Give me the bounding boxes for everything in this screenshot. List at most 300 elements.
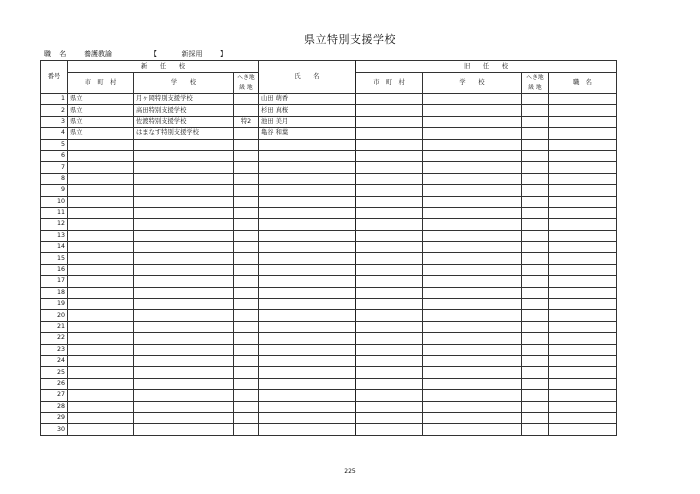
row-school (134, 310, 234, 321)
row-old-title (549, 412, 617, 423)
header-shokumei: 職 名 (549, 73, 617, 94)
row-old-hekichi (522, 207, 549, 218)
roster-body (41, 94, 617, 436)
row-name: 山田 萌香 (259, 94, 356, 105)
row-number: 11 (41, 207, 68, 218)
row-school (134, 173, 234, 184)
row-old-city (356, 139, 423, 150)
row-number: 8 (41, 173, 68, 184)
row-city (68, 378, 134, 389)
row-old-hekichi (522, 287, 549, 298)
row-old-school (423, 310, 522, 321)
row-old-title (549, 150, 617, 161)
row-old-title (549, 196, 617, 207)
row-name: 池田 美月 (259, 116, 356, 127)
row-hekichi (234, 94, 259, 105)
row-old-city (356, 185, 423, 196)
row-old-hekichi (522, 230, 549, 241)
row-hekichi (234, 185, 259, 196)
row-number: 19 (41, 299, 68, 310)
row-city (68, 196, 134, 207)
row-old-hekichi (522, 196, 549, 207)
row-number: 3 (41, 116, 68, 127)
row-number: 21 (41, 321, 68, 332)
row-school (134, 367, 234, 378)
row-hekichi: 特2 (234, 116, 259, 127)
row-hekichi (234, 207, 259, 218)
row-number: 14 (41, 242, 68, 253)
row-name (259, 196, 356, 207)
row-old-title (549, 287, 617, 298)
row-hekichi (234, 196, 259, 207)
row-hekichi (234, 139, 259, 150)
row-hekichi (234, 105, 259, 116)
row-school (134, 139, 234, 150)
row-old-school (423, 333, 522, 344)
row-number: 18 (41, 287, 68, 298)
table-row (41, 355, 617, 366)
row-hekichi (234, 412, 259, 423)
table-row (41, 367, 617, 378)
row-city: 県立 (68, 128, 134, 139)
row-school (134, 162, 234, 173)
row-hekichi (234, 253, 259, 264)
row-number: 12 (41, 219, 68, 230)
row-old-city (356, 367, 423, 378)
table-row (41, 390, 617, 401)
row-old-hekichi (522, 310, 549, 321)
table-row (41, 344, 617, 355)
row-school (134, 253, 234, 264)
row-number: 16 (41, 264, 68, 275)
row-old-city (356, 162, 423, 173)
row-school (134, 185, 234, 196)
table-row (41, 321, 617, 332)
row-city (68, 207, 134, 218)
row-number: 25 (41, 367, 68, 378)
shokumei-label: 職 名 (44, 50, 70, 58)
row-old-city (356, 401, 423, 412)
kubun-value: 新採用 (181, 50, 203, 58)
row-city (68, 276, 134, 287)
header-shimei: 氏 名 (259, 61, 356, 94)
row-number: 5 (41, 139, 68, 150)
row-old-school (423, 401, 522, 412)
table-row (41, 333, 617, 344)
row-old-city (356, 264, 423, 275)
row-number: 22 (41, 333, 68, 344)
row-old-title (549, 321, 617, 332)
row-old-city (356, 321, 423, 332)
row-old-hekichi (522, 264, 549, 275)
row-name (259, 207, 356, 218)
row-old-title (549, 105, 617, 116)
table-row (41, 287, 617, 298)
row-school (134, 150, 234, 161)
row-old-title (549, 219, 617, 230)
row-old-hekichi (522, 321, 549, 332)
row-school (134, 230, 234, 241)
row-name (259, 367, 356, 378)
row-name (259, 333, 356, 344)
table-row (41, 310, 617, 321)
row-number: 28 (41, 401, 68, 412)
row-hekichi (234, 150, 259, 161)
row-hekichi (234, 287, 259, 298)
row-old-title (549, 253, 617, 264)
row-hekichi (234, 378, 259, 389)
header-hekichi-text: へき地 級 地 (237, 75, 255, 91)
row-old-school (423, 276, 522, 287)
row-old-title (549, 367, 617, 378)
row-old-city (356, 242, 423, 253)
row-old-title (549, 424, 617, 435)
row-city (68, 162, 134, 173)
row-old-title (549, 355, 617, 366)
page-title: 県立特別支援学校 (304, 33, 396, 46)
header-old-hekichi-text: へき地 級 地 (526, 75, 544, 91)
table-row (41, 150, 617, 161)
row-name (259, 276, 356, 287)
row-old-school (423, 150, 522, 161)
row-number: 29 (41, 412, 68, 423)
row-school (134, 344, 234, 355)
table-row (41, 299, 617, 310)
row-old-title (549, 242, 617, 253)
row-old-hekichi (522, 424, 549, 435)
row-city (68, 219, 134, 230)
row-old-city (356, 276, 423, 287)
row-school (134, 287, 234, 298)
row-school (134, 355, 234, 366)
row-city (68, 139, 134, 150)
row-old-school (423, 367, 522, 378)
row-hekichi (234, 128, 259, 139)
row-old-hekichi (522, 276, 549, 287)
row-name (259, 230, 356, 241)
header-hekichi (234, 73, 259, 94)
row-old-city (356, 128, 423, 139)
row-hekichi (234, 355, 259, 366)
row-school (134, 401, 234, 412)
row-name (259, 412, 356, 423)
row-old-city (356, 230, 423, 241)
row-old-school (423, 207, 522, 218)
row-old-hekichi (522, 139, 549, 150)
row-name (259, 390, 356, 401)
bracket-open: 【 (150, 50, 157, 58)
row-school (134, 196, 234, 207)
row-old-city (356, 196, 423, 207)
row-old-title (549, 173, 617, 184)
row-name (259, 253, 356, 264)
row-old-school (423, 424, 522, 435)
row-old-school (423, 173, 522, 184)
row-old-city (356, 105, 423, 116)
row-city (68, 321, 134, 332)
row-school (134, 207, 234, 218)
row-city (68, 299, 134, 310)
table-row (41, 185, 617, 196)
row-old-school (423, 105, 522, 116)
header-old-hekichi (522, 73, 549, 94)
row-city: 県立 (68, 105, 134, 116)
row-old-hekichi (522, 367, 549, 378)
row-old-city (356, 94, 423, 105)
row-old-title (549, 185, 617, 196)
row-city (68, 367, 134, 378)
row-city: 県立 (68, 116, 134, 127)
row-old-city (356, 333, 423, 344)
row-old-city (356, 390, 423, 401)
row-number: 30 (41, 424, 68, 435)
row-name (259, 162, 356, 173)
table-row (41, 105, 617, 116)
row-number: 6 (41, 150, 68, 161)
row-old-hekichi (522, 390, 549, 401)
row-old-title (549, 401, 617, 412)
row-city (68, 344, 134, 355)
table-row (41, 378, 617, 389)
row-old-title (549, 162, 617, 173)
header-gakko: 学 校 (134, 73, 234, 94)
header-kyunin: 旧 任 校 (356, 61, 617, 73)
row-hekichi (234, 299, 259, 310)
row-old-hekichi (522, 333, 549, 344)
header-shichoson: 市 町 村 (68, 73, 134, 94)
header-old-shichoson: 市 町 村 (356, 73, 423, 94)
table-row (41, 219, 617, 230)
row-old-title (549, 378, 617, 389)
row-school: 高田特別支援学校 (134, 105, 234, 116)
table-row (41, 116, 617, 127)
row-old-title (549, 207, 617, 218)
row-city (68, 264, 134, 275)
row-old-city (356, 150, 423, 161)
row-old-hekichi (522, 242, 549, 253)
row-school: 月ヶ岡特別支援学校 (134, 94, 234, 105)
row-number: 13 (41, 230, 68, 241)
row-old-school (423, 264, 522, 275)
row-name (259, 321, 356, 332)
row-old-hekichi (522, 378, 549, 389)
row-name (259, 287, 356, 298)
row-hekichi (234, 219, 259, 230)
table-row (41, 94, 617, 105)
row-old-city (356, 219, 423, 230)
row-old-hekichi (522, 253, 549, 264)
row-school: はまなす特別支援学校 (134, 128, 234, 139)
row-city (68, 412, 134, 423)
roster-table (40, 60, 617, 436)
row-name (259, 185, 356, 196)
table-row (41, 401, 617, 412)
row-old-hekichi (522, 94, 549, 105)
row-name (259, 355, 356, 366)
row-old-title (549, 94, 617, 105)
table-row (41, 173, 617, 184)
row-hekichi (234, 367, 259, 378)
row-city (68, 253, 134, 264)
row-name (259, 150, 356, 161)
table-row (41, 207, 617, 218)
row-city (68, 390, 134, 401)
row-city (68, 310, 134, 321)
row-old-school (423, 287, 522, 298)
row-city (68, 333, 134, 344)
row-name (259, 344, 356, 355)
table-row (41, 276, 617, 287)
row-number: 7 (41, 162, 68, 173)
row-hekichi (234, 390, 259, 401)
row-old-school (423, 219, 522, 230)
row-hekichi (234, 401, 259, 412)
row-city (68, 355, 134, 366)
row-old-school (423, 116, 522, 127)
row-city (68, 401, 134, 412)
row-old-hekichi (522, 185, 549, 196)
row-city (68, 173, 134, 184)
table-row (41, 412, 617, 423)
row-hekichi (234, 162, 259, 173)
row-hekichi (234, 333, 259, 344)
row-name (259, 173, 356, 184)
row-old-title (549, 139, 617, 150)
row-old-city (356, 173, 423, 184)
row-old-city (356, 116, 423, 127)
row-name (259, 242, 356, 253)
row-name (259, 264, 356, 275)
table-row (41, 196, 617, 207)
row-old-city (356, 355, 423, 366)
row-old-school (423, 230, 522, 241)
row-old-city (356, 378, 423, 389)
table-row (41, 242, 617, 253)
table-row (41, 424, 617, 435)
row-old-school (423, 242, 522, 253)
row-hekichi (234, 321, 259, 332)
row-hekichi (234, 310, 259, 321)
row-number: 9 (41, 185, 68, 196)
row-hekichi (234, 242, 259, 253)
page-number: 225 (344, 468, 356, 475)
row-number: 23 (41, 344, 68, 355)
row-old-school (423, 299, 522, 310)
row-number: 24 (41, 355, 68, 366)
row-name: 杉田 真桜 (259, 105, 356, 116)
row-old-hekichi (522, 150, 549, 161)
header-shinnin: 新 任 校 (68, 61, 259, 73)
row-old-city (356, 207, 423, 218)
row-name (259, 219, 356, 230)
row-old-city (356, 344, 423, 355)
row-hekichi (234, 173, 259, 184)
row-old-school (423, 162, 522, 173)
row-name (259, 299, 356, 310)
row-old-hekichi (522, 412, 549, 423)
row-school (134, 412, 234, 423)
row-school (134, 219, 234, 230)
row-old-title (549, 299, 617, 310)
row-school (134, 321, 234, 332)
row-old-school (423, 321, 522, 332)
row-old-hekichi (522, 116, 549, 127)
row-city (68, 230, 134, 241)
bracket-close: 】 (220, 50, 227, 58)
row-school (134, 264, 234, 275)
subhead (44, 49, 234, 59)
table-row (41, 128, 617, 139)
row-old-hekichi (522, 128, 549, 139)
row-old-school (423, 253, 522, 264)
row-old-title (549, 230, 617, 241)
row-name (259, 139, 356, 150)
row-old-title (549, 390, 617, 401)
row-old-title (549, 344, 617, 355)
row-old-school (423, 94, 522, 105)
table-row (41, 253, 617, 264)
shokumei-value: 養護教諭 (84, 50, 112, 58)
row-old-title (549, 310, 617, 321)
row-number: 4 (41, 128, 68, 139)
row-old-title (549, 128, 617, 139)
row-old-city (356, 310, 423, 321)
row-old-city (356, 412, 423, 423)
table-row (41, 230, 617, 241)
row-number: 1 (41, 94, 68, 105)
row-old-hekichi (522, 355, 549, 366)
row-school (134, 424, 234, 435)
row-name (259, 424, 356, 435)
header-old-gakko: 学 校 (423, 73, 522, 94)
row-old-school (423, 355, 522, 366)
row-city (68, 287, 134, 298)
table-row (41, 264, 617, 275)
row-hekichi (234, 230, 259, 241)
row-school (134, 390, 234, 401)
row-hekichi (234, 344, 259, 355)
row-city (68, 424, 134, 435)
row-old-title (549, 333, 617, 344)
row-old-hekichi (522, 219, 549, 230)
row-number: 27 (41, 390, 68, 401)
row-old-city (356, 424, 423, 435)
row-name (259, 378, 356, 389)
row-city (68, 185, 134, 196)
row-old-school (423, 196, 522, 207)
row-hekichi (234, 424, 259, 435)
row-number: 26 (41, 378, 68, 389)
row-school (134, 333, 234, 344)
row-old-hekichi (522, 162, 549, 173)
row-school (134, 299, 234, 310)
row-number: 10 (41, 196, 68, 207)
row-old-title (549, 264, 617, 275)
row-school (134, 242, 234, 253)
row-old-city (356, 287, 423, 298)
row-hekichi (234, 264, 259, 275)
row-number: 2 (41, 105, 68, 116)
row-number: 15 (41, 253, 68, 264)
row-old-hekichi (522, 401, 549, 412)
row-old-hekichi (522, 299, 549, 310)
row-number: 20 (41, 310, 68, 321)
row-old-school (423, 185, 522, 196)
table-row (41, 162, 617, 173)
row-old-hekichi (522, 105, 549, 116)
row-old-school (423, 139, 522, 150)
row-old-city (356, 253, 423, 264)
